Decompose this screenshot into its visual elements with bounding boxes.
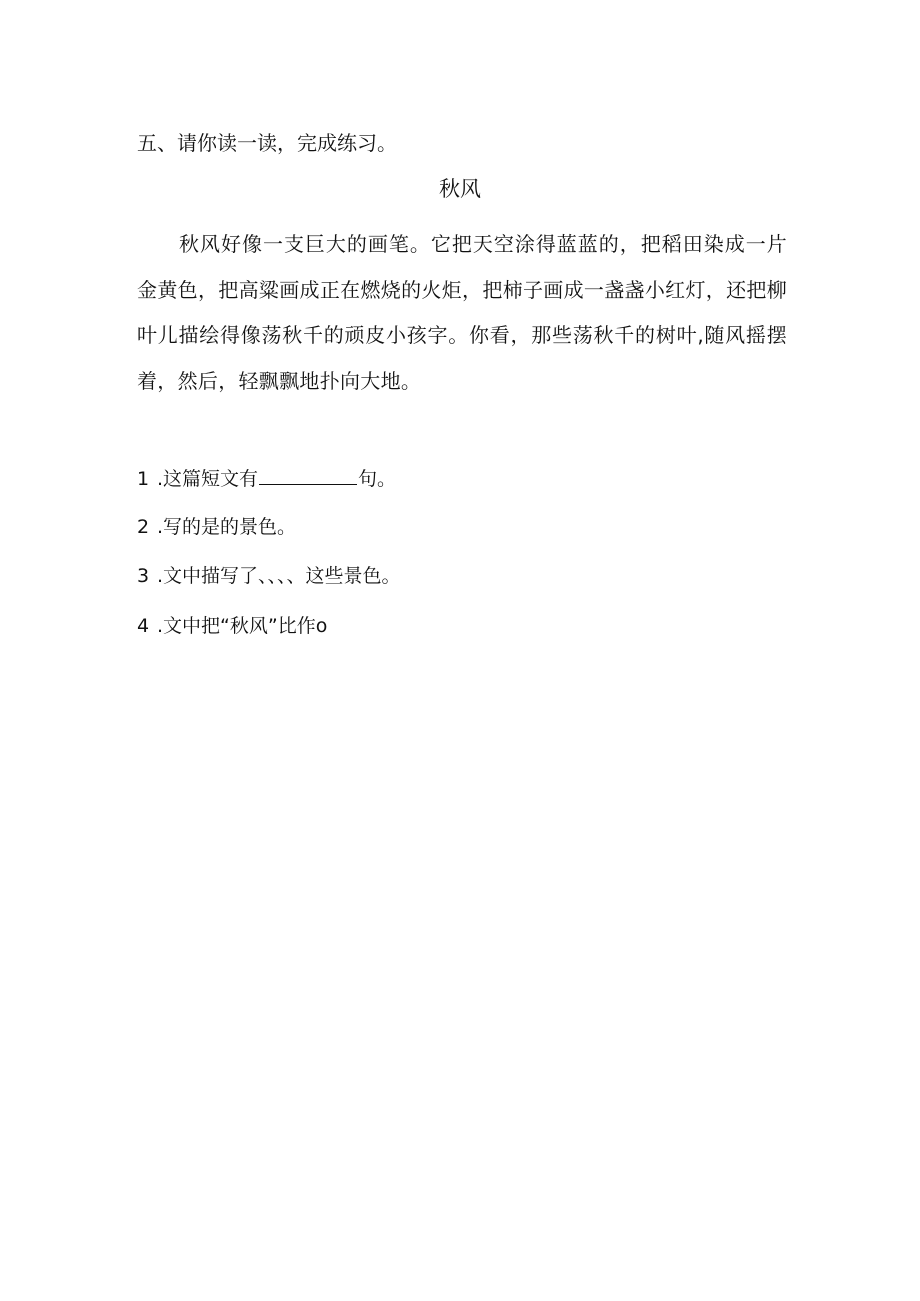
question-text: .文中描写了、、、、这些景色。 bbox=[157, 565, 401, 587]
question-number: 2 bbox=[137, 515, 150, 538]
question-text: .文中把“秋风”比作o bbox=[157, 614, 328, 637]
question-number: 3 bbox=[137, 565, 150, 587]
question-number: 1 bbox=[137, 468, 150, 490]
question-1 bbox=[137, 462, 401, 512]
passage-title: 秋风 bbox=[439, 177, 481, 201]
answer-blank[interactable] bbox=[259, 462, 357, 485]
question-list bbox=[137, 462, 401, 660]
section-heading: 五、请你读一读，完成练习。 bbox=[137, 131, 397, 155]
passage-text: 秋风好像一支巨大的画笔。它把天空涂得蓝蓝的，把稻田染成一片金黄色，把高粱画成正在燃烧的火炬，把柿子画成一盏盏小红灯，还把柳叶儿描绘得像荡秋千的顽皮小孩字。你看，那些荡秋千的树叶,随风摇摆着，然后，轻飘飘地扑向大地。 bbox=[137, 232, 787, 393]
question-3 bbox=[137, 561, 401, 611]
question-2 bbox=[137, 512, 401, 562]
question-4 bbox=[137, 611, 401, 661]
question-text-before: .这篇短文有 bbox=[157, 468, 259, 490]
question-number: 4 bbox=[137, 614, 150, 637]
question-text: .写的是的景色。 bbox=[157, 515, 297, 538]
question-text-after: 句。 bbox=[358, 468, 397, 490]
